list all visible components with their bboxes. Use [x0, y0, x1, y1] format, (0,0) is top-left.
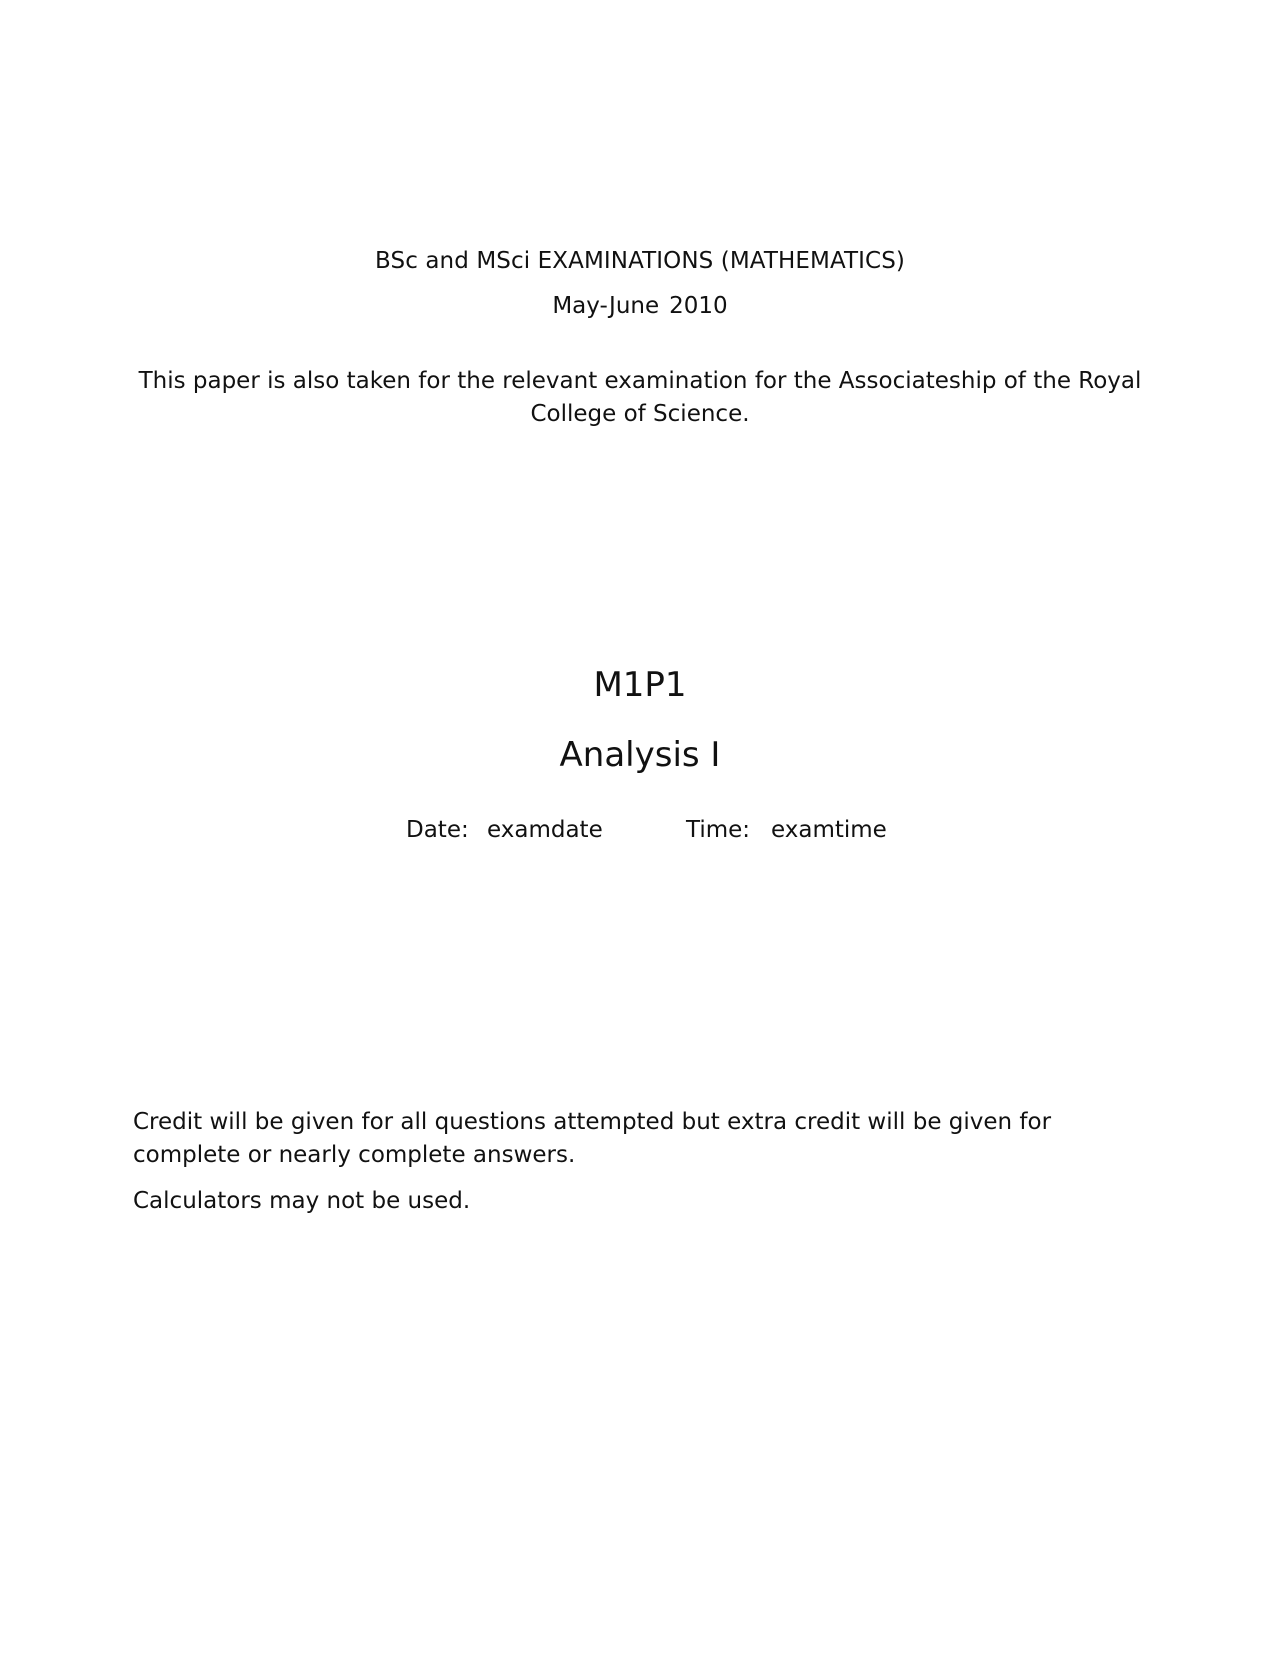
credit-note: Credit will be given for all questions attempted but extra credit will be given for complete or nearly complete answers. — [133, 1109, 1052, 1168]
exam-session — [0, 293, 1280, 319]
exam-session-months: May-June — [552, 293, 660, 319]
date-label: Date: — [406, 817, 469, 843]
date-value: examdate — [487, 817, 603, 843]
calculator-note: Calculators may not be used. — [133, 1188, 471, 1214]
exam-title: BSc and MSci EXAMINATIONS (MATHEMATICS) — [375, 248, 905, 274]
time-label: Time: — [686, 817, 751, 843]
instructions — [133, 1106, 1153, 1231]
exam-session-year: 2010 — [669, 293, 728, 319]
course-code: M1P1 — [593, 665, 687, 705]
time-value: examtime — [771, 817, 887, 843]
course-name: Analysis I — [559, 735, 721, 775]
arcs-note: This paper is also taken for the relevant examination for the Associateship of the Royal College of Science. — [138, 368, 1142, 427]
